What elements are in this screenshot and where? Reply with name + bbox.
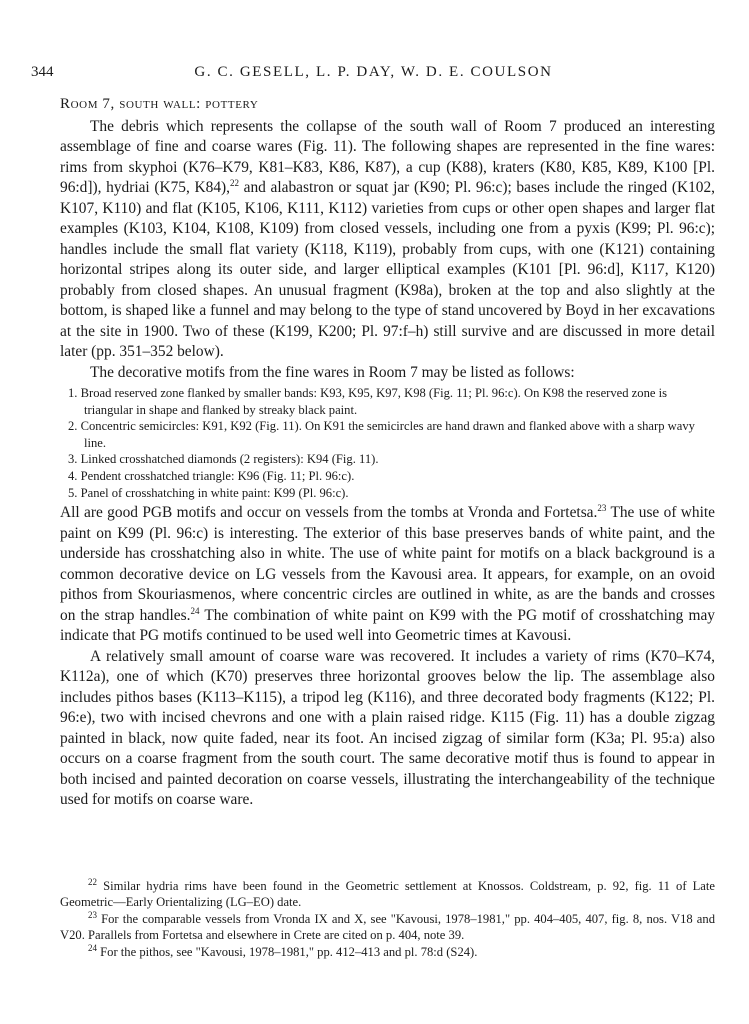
motif-item: 1. Broad reserved zone flanked by smaller bands: K93, K95, K97, K98 (Fig. 11; Pl. 96:c). On K98 the reserved zone is triangular in shape and flanked by streaky black paint. — [68, 386, 668, 417]
footnote-24 — [60, 944, 715, 960]
paragraph-text: and alabastron or squat jar (K90; Pl. 96:c); bases include the ringed (K102, K107, K110) and flat (K105, K106, K111, K112) varieties from cups or other open shapes and larger flat examples (K103, K104, K108, K109) from closed vessels, including one from a pyxis (K99; Pl. 96:c); handles include the small flat variety (K118, K119), probably from cups, with one (K121) containing horizontal stripes along its outer side, and larger elliptical examples (K101 [Pl. 96:d], K117, K120) probably from closed shapes. An unusual fragment (K98a), broken at the top and also slightly at the bottom, is shaped like a funnel and may belong to the type of stand uncovered by Boyd in her excavations at the site in 1900. Two of these (K199, K200; Pl. 97:f–h) still survive and are discussed in more detail later (pp. 351–352 below). — [60, 179, 715, 360]
paragraph-fine-wares — [60, 117, 715, 363]
running-head-authors: G. C. GESELL, L. P. DAY, W. D. E. COULSON — [194, 64, 553, 80]
footnote-text: For the comparable vessels from Vronda IX and X, see "Kavousi, 1978–1981," pp. 404–405, 407, fig. 8, nos. V18 and V20. Parallels from Fortetsa and elsewhere in Crete are cited on p. 404, note 39. — [60, 911, 715, 943]
page-number: 344 — [31, 64, 54, 80]
motif-item: 3. Linked crosshatched diamonds (2 registers): K94 (Fig. 11). — [68, 452, 379, 467]
paragraph-text: The combination of white paint on K99 with the PG motif of crosshatching may indicate that PG motifs continued to be used well into Geometric times at Kavousi. — [60, 606, 715, 645]
section-heading: Room 7, south wall: pottery — [60, 96, 259, 112]
footnote-23 — [60, 911, 715, 944]
page-header — [31, 64, 716, 86]
footnote-22 — [60, 878, 715, 911]
motif-item: 5. Panel of crosshatching in white paint: K99 (Pl. 96:c). — [68, 485, 349, 500]
motif-item: 4. Pendent crosshatched triangle: K96 (Fig. 11; Pl. 96:c). — [68, 468, 355, 483]
footnote-text: Similar hydria rims have been found in the Geometric settlement at Knossos. Coldstream, p. 92, fig. 11 of Late Geometric—Early Orientalizing (LG–EO) date. — [60, 879, 715, 910]
paragraph-text: The debris which represents the collapse of the south wall of Room 7 produced an interesting assemblage of fine and coarse wares (Fig. 11). The following shapes are represented in the fine wares: rims from skyphoi (K76–K79, K81–K83, K86, K87), a cup (K88), kraters (K80, K85, K89, K100 [Pl. 96:d]), hydriai (K75, K84), — [60, 117, 715, 196]
footnote-ref-24[interactable]: 24 — [190, 605, 200, 616]
footnote-number: 24 — [88, 942, 97, 953]
paragraph-motifs-intro: The decorative motifs from the fine wares in Room 7 may be listed as follows: — [90, 363, 575, 381]
paragraph-text: All are good PGB motifs and occur on vessels from the tombs at Vronda and Fortetsa. — [60, 504, 598, 522]
article-body — [60, 94, 715, 811]
paragraph-white-paint — [60, 503, 715, 647]
footnotes — [60, 878, 715, 960]
footnote-text: For the pithos, see "Kavousi, 1978–1981," pp. 412–413 and pl. 78:d (S24). — [97, 944, 478, 959]
footnote-number: 22 — [88, 876, 97, 887]
paragraph-text: The use of white paint on K99 (Pl. 96:c) is interesting. The exterior of this base preserves bands of white paint, and the underside has crosshatching also in white. The use of white paint for motifs on a black background is a common decorative device on LG vessels from the Kavousi area. It appears, for example, on an ovoid pithos from Skouriasmenos, where concentric circles are outlined in white, as are the bands and crosses on the strap handles. — [60, 504, 715, 624]
footnote-ref-23[interactable]: 23 — [597, 503, 607, 514]
paragraph-coarse-ware: A relatively small amount of coarse ware was recovered. It includes a variety of rims (K70–K74, K112a), one of which (K70) preserves three horizontal grooves below the lip. The assemblage also includes pithos bases (K113–K115), a tripod leg (K116), and three decorated body fragments (K122; Pl. 96:e), two with incised chevrons and one with a plain raised ridge. K115 (Fig. 11) has a double zigzag painted in black, now quite faded, near its foot. An incised zigzag of similar form (K3a; Pl. 95:a) also occurs on a coarse fragment from the south court. The same decorative motif thus is found to appear in both incised and painted decoration on coarse vessels, illustrating the interchangeability of the technique used for motifs on coarse ware. — [60, 647, 715, 809]
footnote-number: 23 — [88, 909, 97, 920]
motif-item: 2. Concentric semicircles: K91, K92 (Fig. 11). On K91 the semicircles are hand drawn and flanked above with a sharp wavy line. — [68, 419, 695, 450]
motif-list — [60, 385, 715, 501]
footnote-ref-22[interactable]: 22 — [230, 177, 239, 188]
